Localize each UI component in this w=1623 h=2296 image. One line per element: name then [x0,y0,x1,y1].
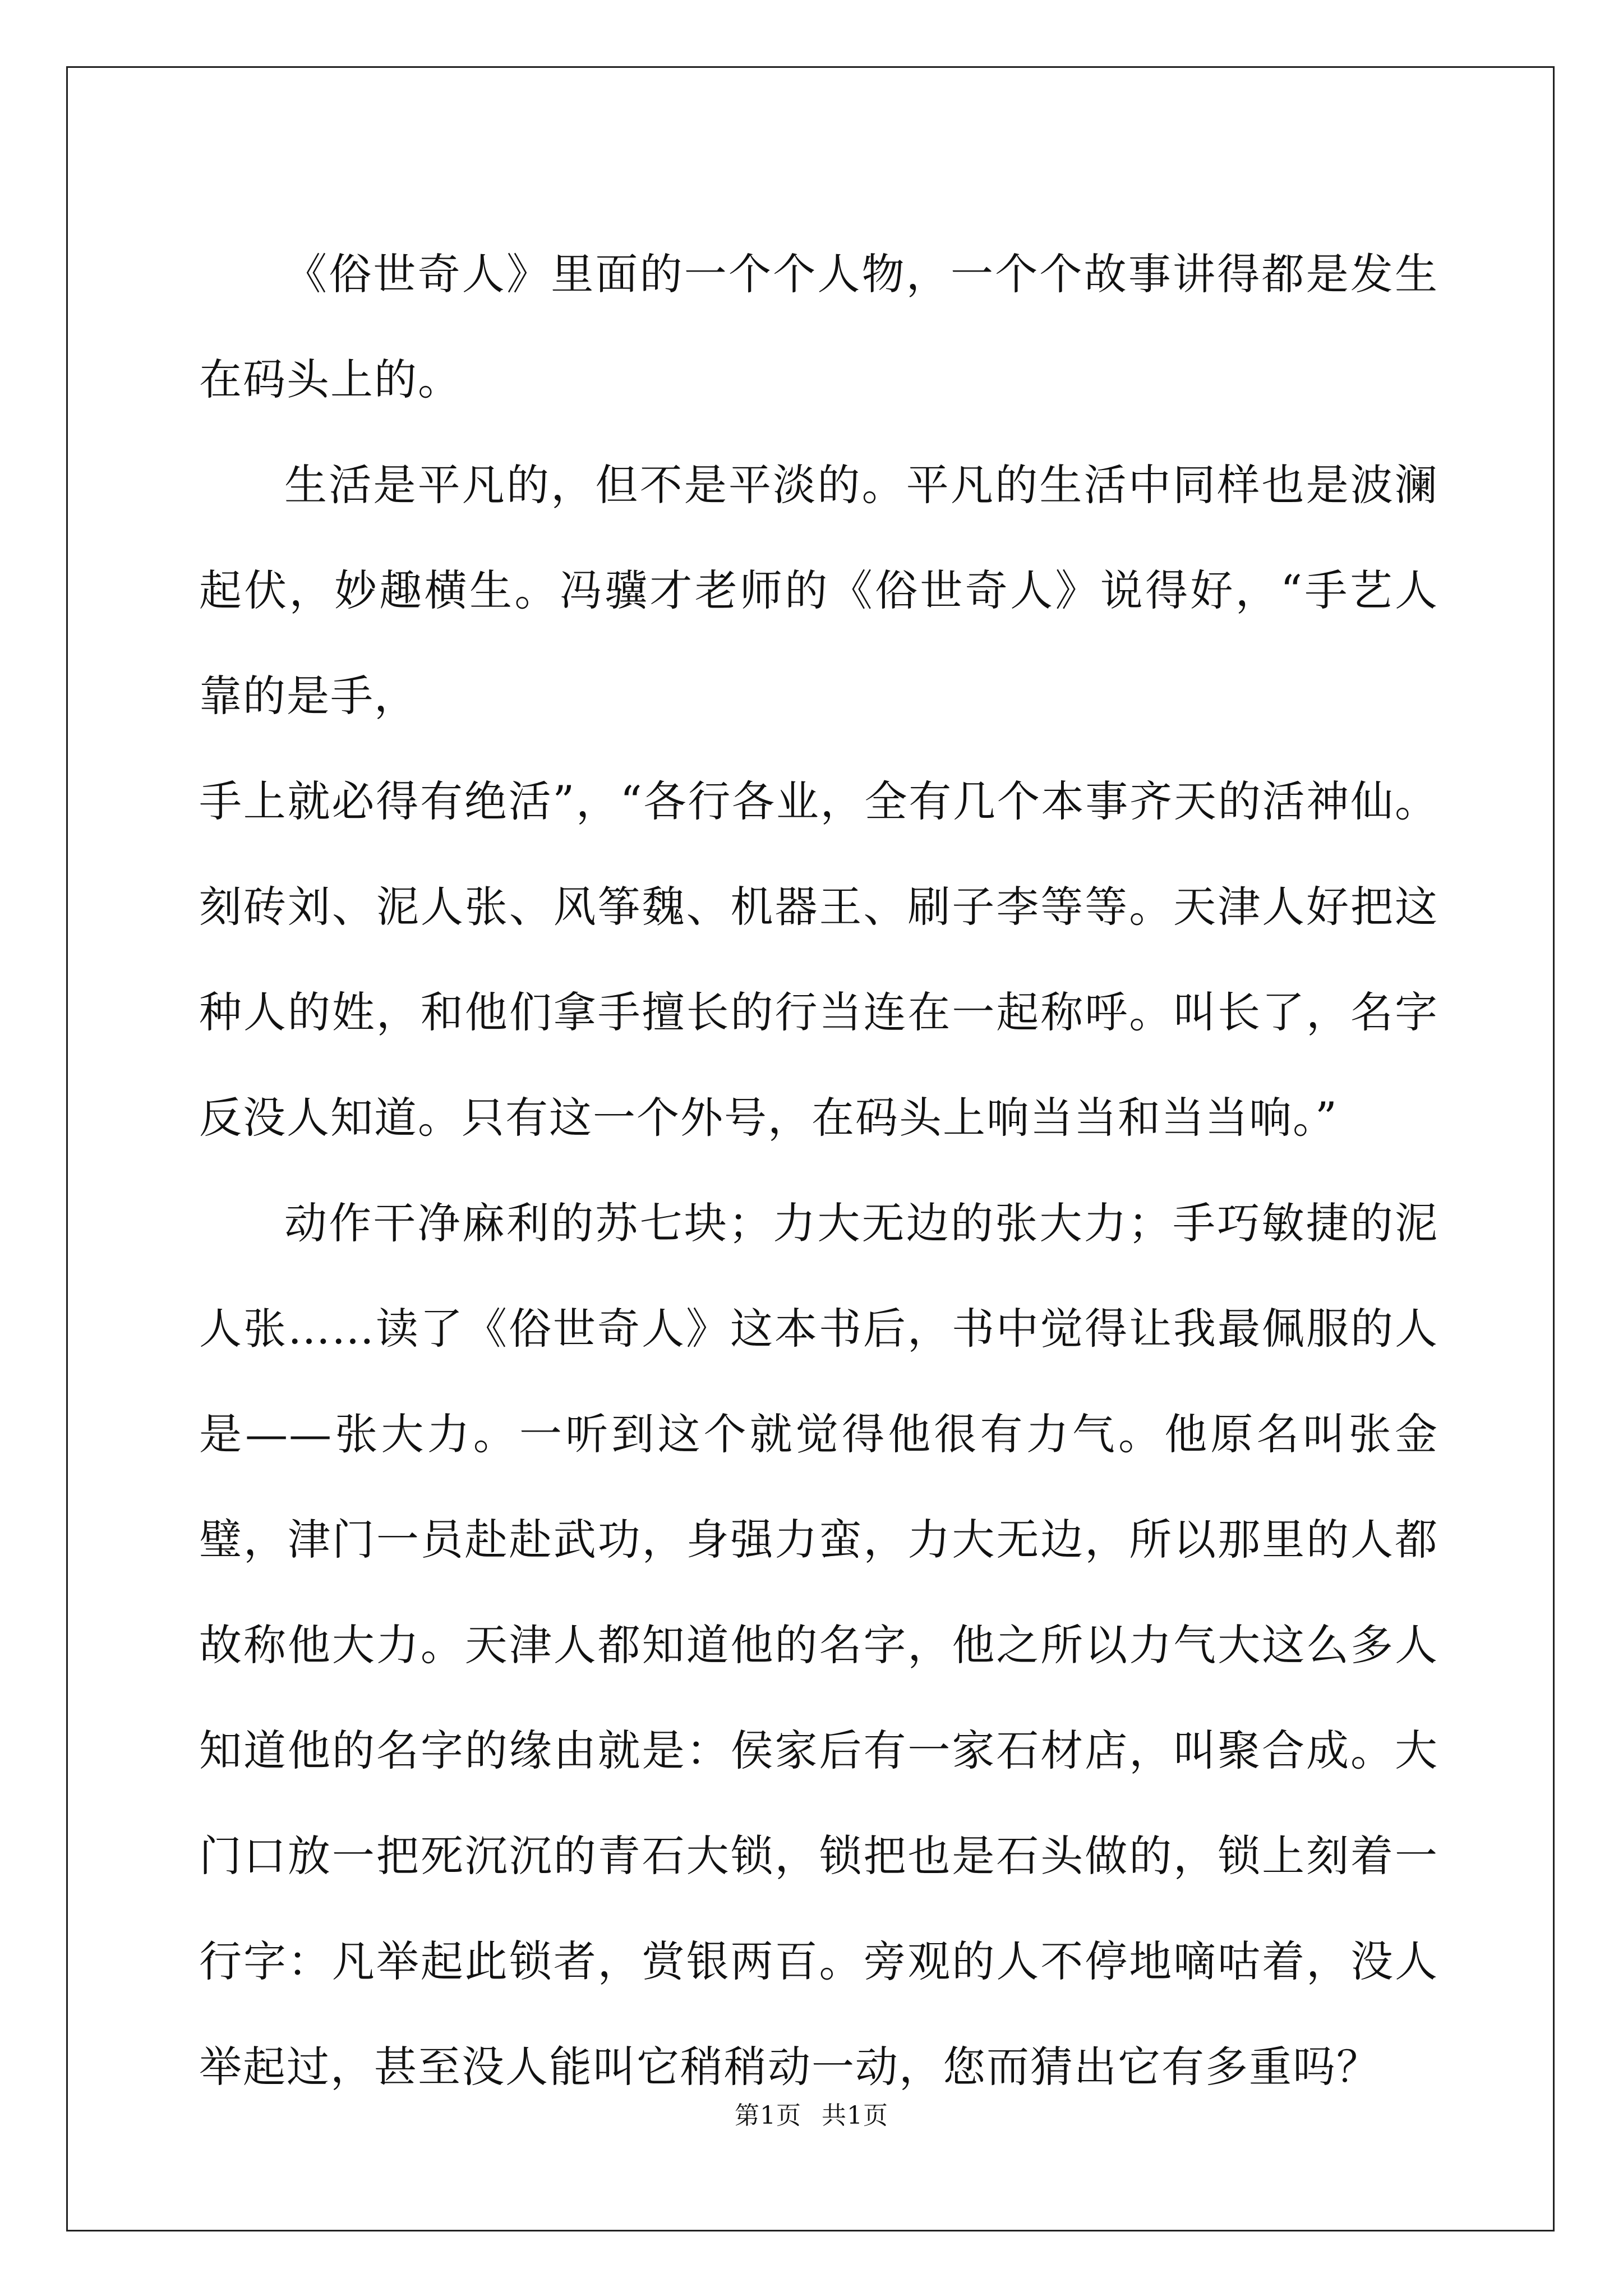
paragraph-4: 动作干净麻利的苏七块；力大无边的张大力；手巧敏捷的泥人张……读了《俗世奇人》这本书后，书中觉得让我最佩服的人是——张大力。一听到这个就觉得他很有力气。他原名叫张金璧，津门一员赴赴武功，身强力蛮，力大无边，所以那里的人都故称他大力。天津人都知道他的名字，他之所以力气大这么多人知道他的名字的缘由就是：侯家后有一家石材店，叫聚合成。大门口放一把死沉沉的青石大锁，锁把也是石头做的，锁上刻着一行字：凡举起此锁者，赏银两百。旁观的人不停地嘀咕着，没人举起过，甚至没人能叫它稍稍动一动，您而猜出它有多重吗？ [199,1198,1438,2092]
paragraph-3: 手上就必得有绝活”，“各行各业，全有几个本事齐天的活神仙。刻砖刘、泥人张、风筝魏、机器王、刷子李等等。天津人好把这种人的姓，和他们拿手擅长的行当连在一起称呼。叫长了，名字反没人知道。只有这一个外号，在码头上响当当和当当响。” [199,776,1438,1143]
page-number: 第1页 [735,2101,801,2130]
page-footer [0,2099,1623,2133]
paragraph-2: 生活是平凡的，但不是平淡的。平凡的生活中同样也是波澜起伏，妙趣横生。冯骥才老师的《俗世奇人》说得好，“手艺人靠的是手， [199,460,1438,721]
page-total: 共1页 [822,2101,888,2130]
document-body [199,222,1438,2120]
paragraph-1: 《俗世奇人》里面的一个个人物，一个个故事讲得都是发生在码头上的。 [199,249,1438,404]
